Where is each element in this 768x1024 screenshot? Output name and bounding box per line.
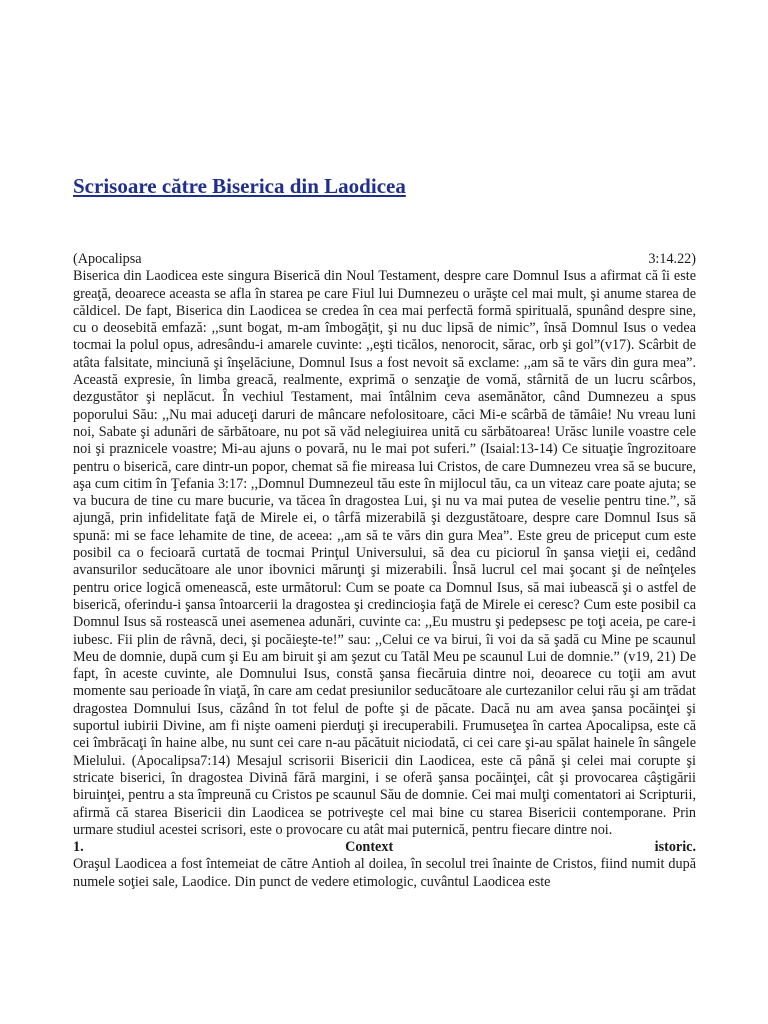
section-number: 1. — [73, 839, 84, 856]
paragraph-intro: Biserica din Laodicea este singura Biserică din Noul Testament, despre care Domnul Isus a afirmat că îi este greaţă, deoarece aceasta se afla în starea pe care Fiul lui Dumnezeu o urăşte cel mai mult, şi anume starea de căldicel. De fapt, Biserica din Laodicea se credea în cea mai perfectă formă spirituală, spunând despre sine, cu o deosebită emfază: ,,sunt bogat, m-am îmbogăţit, şi nu duc lipsă de nimic”, însă Domnul Isus o vedea tocmai la polul opus, adresându-i amarele cuvinte: ,,eşti ticălos, nenorocit, sărac, orb şi gol”(v17). Scârbit de atâta falsitate, minciună şi înşelăciune, Domnul Isus a fost nevoit să exclame: ,,am să te vărs din gura mea”. Această expresie, în limba greacă, realmente, exprimă o senzaţie de vomă, stârnită de un lucru scârbos, dezgustător şi neplăcut. În vechiul Testament, mai întâlnim ceva asemănător, când Dumnezeu a spus poporului Său: ,,Nu mai aduceţi daruri de mâncare nefolositoare, căci Mi-e scârbă de tămâie! Nu vreau luni noi, Sabate şi adunări de sărbătoare, nu pot să văd nelegiuirea unită cu sărbătoarea! Urăsc lunile voastre cele noi şi praznicele voastre; Mi-au ajuns o povară, nu le mai pot suferi.” (Isaial:13-14) Ce situaţie îngrozitoare pentru o biserică, care dintr-un popor, chemat să fie mireasa lui Cristos, de care Dumnezeu vrea să se bucure, aşa cum citim în Ţefania 3:17: ,,Domnul Dumnezeul tău este în mijlocul tău, ca un viteaz care poate ajuta; se va bucura de tine cu mare bucurie, va tăcea în dragostea Lui, şi nu va mai putea de veselie pentru tine.”, să ajungă, prin infidelitate faţă de Mirele ei, o târfă mizerabilă şi dezgustătoare, despre care Domnul Isus să spună: mi se face lehamite de tine, de aceea: ,,am să te vărs din gura Mea”. Este greu de priceput cum este posibil ca o fecioară curtată de tocmai Prinţul Universului, să dea cu piciorul în şansa vieţii ei, cedând avansurilor seducătoare ale unor ibovnici mărunţi şi mizerabili. Însă lucrul cel mai şocant şi de neînţeles pentru orice logică omenească, este următorul: Cum se poate ca Domnul Isus, să mai iubească şi o astfel de biserică, oferindu-i şansa întoarcerii la dragostea şi credincioşia faţă de Mirele ei ceresc? Cum este posibil ca Domnul Isus să rostească unei asemenea adunări, cuvinte ca: ,,Eu mustru şi pedepsesc pe toţi aceia, pe care-i iubesc. Fii plin de râvnă, deci, şi pocăieşte-te!” sau: ,,Celui ce va birui, îi voi da să şadă cu Mine pe scaunul Meu de domnie, după cum şi Eu am biruit şi am şezut cu Tatăl Meu pe scaunul Lui de domnie.” (v19, 21) De fapt, în aceste cuvinte, ale Domnului Isus, constă şansa fiecăruia dintre noi, deoarece cu toţii am avut momente sau perioade în viaţă, în care am cedat presiunilor seducătoare ale curtezanilor celui rău şi am trădat dragostea Domnului Isus, căzând în tot felul de pofte şi de păcate. Dacă nu am avea şansa pocăinţei şi suportul iubirii Divine, am fi nişte oameni pierduţi şi irecuperabili. Frumuseţea în cartea Apocalipsa, este că cei îmbrăcaţi în haine albe, nu sunt cei care n-au păcătuit niciodată, ci cei care şi-au spălat hainele în sângele Mielului. (Apocalipsa7:14) Mesajul scrisorii Bisericii din Laodicea, este că până şi celei mai corupte şi stricate biserici, în dragostea Divină fără margini, i se oferă şansa pocăinţei, cât şi provocarea câştigării biruinţei, pentru a sta împreună cu Cristos pe scaunul Său de domnie. Cei mai mulţi comentatori ai Scripturii, afirmă că starea Bisericii din Laodicea se potriveşte cel mai bine cu starea Bisericii contemporane. Prin urmare studiul acestei scrisori, este o provocare cu atât mai puternică, pentru fiecare dintre noi. — [73, 268, 696, 838]
paragraph-history: Oraşul Laodicea a fost întemeiat de către Antioh al doilea, în secolul trei înainte de Cristos, fiind numit după numele soţiei sale, Laodice. Din punct de vedere etimologic, cuvântul Laodicea este — [73, 856, 696, 890]
section-word-historic: istoric. — [654, 839, 696, 856]
reference-left: (Apocalipsa — [73, 251, 142, 267]
document-title[interactable]: Scrisoare către Biserica din Laodicea — [73, 174, 406, 198]
reference-right: 3:14.22) — [648, 251, 696, 267]
section-word-context: Context — [345, 839, 394, 856]
scripture-reference — [73, 251, 696, 268]
document-body — [73, 251, 696, 891]
section-heading — [73, 839, 696, 856]
